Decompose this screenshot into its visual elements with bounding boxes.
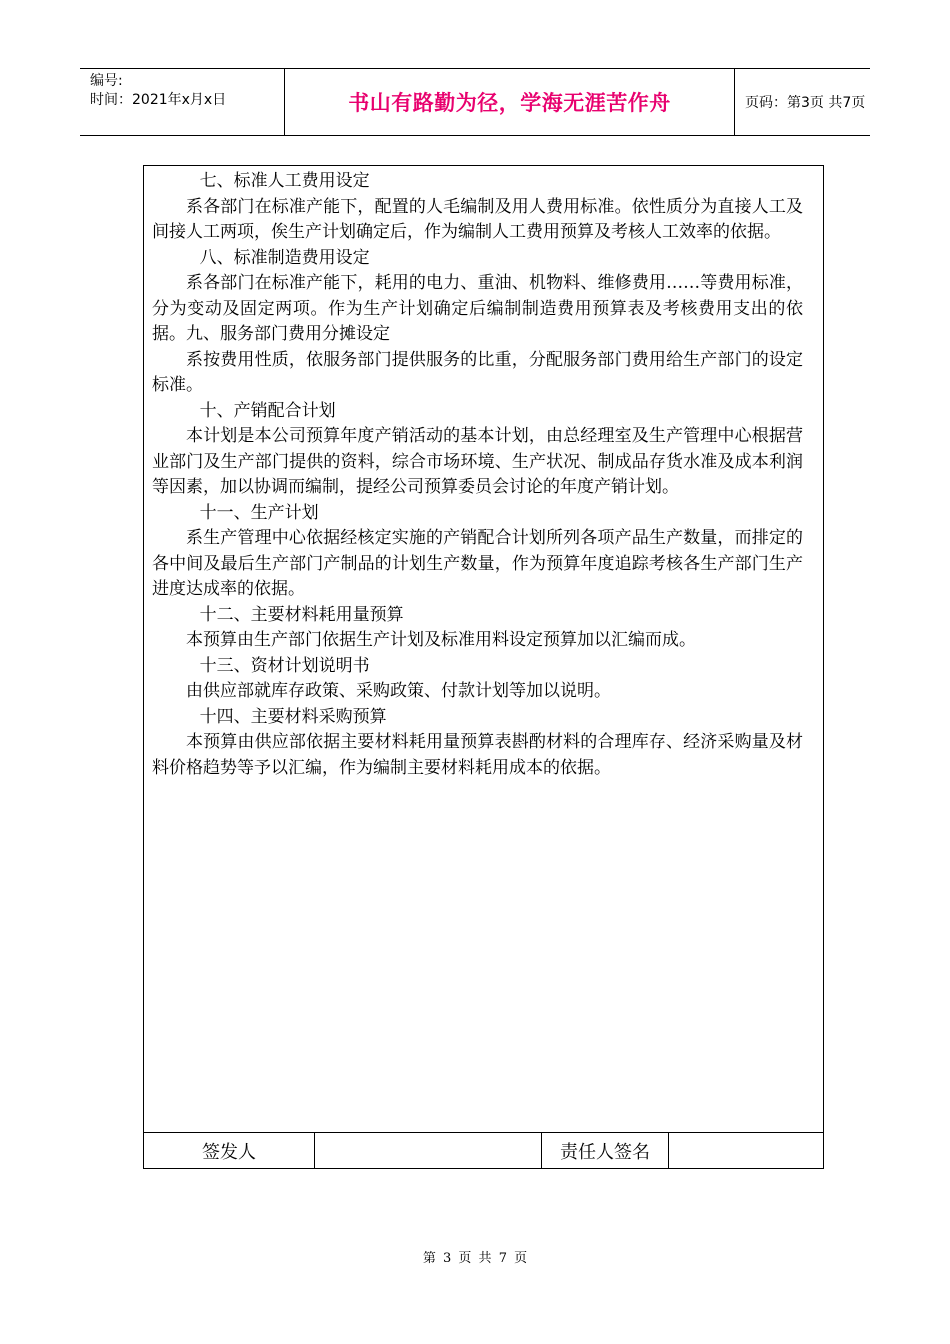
- responsible-signature-field[interactable]: [669, 1133, 823, 1168]
- header-page-code: 页码：第3页 共7页: [745, 95, 866, 111]
- section-heading: 八、标准制造费用设定: [199, 247, 370, 268]
- signature-row: [143, 1132, 824, 1169]
- header-meta: [80, 69, 285, 135]
- section-heading: 七、标准人工费用设定: [199, 171, 370, 191]
- document-number-label: 编号:: [90, 73, 123, 89]
- responsible-signature-label: 责任人签名: [542, 1133, 669, 1168]
- issuer-label: 签发人: [144, 1133, 315, 1168]
- section-heading: 十四、主要材料采购预算: [199, 706, 387, 727]
- section-heading: 十三、资材计划说明书: [199, 655, 370, 676]
- section-paragraph: 系各部门在标准产能下，耗用的电力、重油、机物料、维修费用……等费用标准，分为变动及固定两项。作为生产计划确定后编制制造费用预算表及考核费用支出的依据。九、服务部门费用分摊设定: [152, 273, 803, 344]
- document-header: [80, 68, 870, 136]
- section-paragraph: 系各部门在标准产能下，配置的人毛编制及用人费用标准。依性质分为直接人工及间接人工两项，俟生产计划确定后，作为编制人工费用预算及考核人工效率的依据。: [152, 196, 803, 242]
- section-paragraph: 本计划是本公司预算年度产销活动的基本计划，由总经理室及生产管理中心根据营业部门及生产部门提供的资料，综合市场环境、生产状况、制成品存货水准及成本利润等因素，加以协调而编制，提经公司预算委员会讨论的年度产销计划。: [152, 426, 803, 497]
- section-paragraph: 系生产管理中心依据经核定实施的产销配合计划所列各项产品生产数量，而排定的各中间及最后生产部门产制品的计划生产数量，作为预算年度追踪考核各生产部门生产进度达成率的依据。: [152, 528, 803, 599]
- section-paragraph: 本预算由生产部门依据生产计划及标准用料设定预算加以汇编而成。: [186, 630, 696, 650]
- content-body: [144, 166, 823, 781]
- header-motto: 书山有路勤为径，学海无涯苦作舟: [285, 69, 735, 135]
- document-time-label: 时间：2021年x月x日: [90, 92, 227, 108]
- section-heading: 十一、生产计划: [199, 502, 319, 523]
- section-paragraph: 本预算由供应部依据主要材料耗用量预算表斟酌材料的合理库存、经济采购量及材料价格趋势等予以汇编，作为编制主要材料耗用成本的依据。: [152, 732, 803, 778]
- section-heading: 十、产销配合计划: [199, 400, 336, 421]
- content-box: [143, 165, 824, 1133]
- page-footer: 第 3 页 共 7 页: [422, 1251, 528, 1266]
- section-heading: 十二、主要材料耗用量预算: [199, 604, 404, 625]
- issuer-field[interactable]: [315, 1133, 542, 1168]
- section-paragraph: 系按费用性质，依服务部门提供服务的比重，分配服务部门费用给生产部门的设定标准。: [152, 349, 803, 395]
- section-paragraph: 由供应部就库存政策、采购政策、付款计划等加以说明。: [186, 681, 611, 701]
